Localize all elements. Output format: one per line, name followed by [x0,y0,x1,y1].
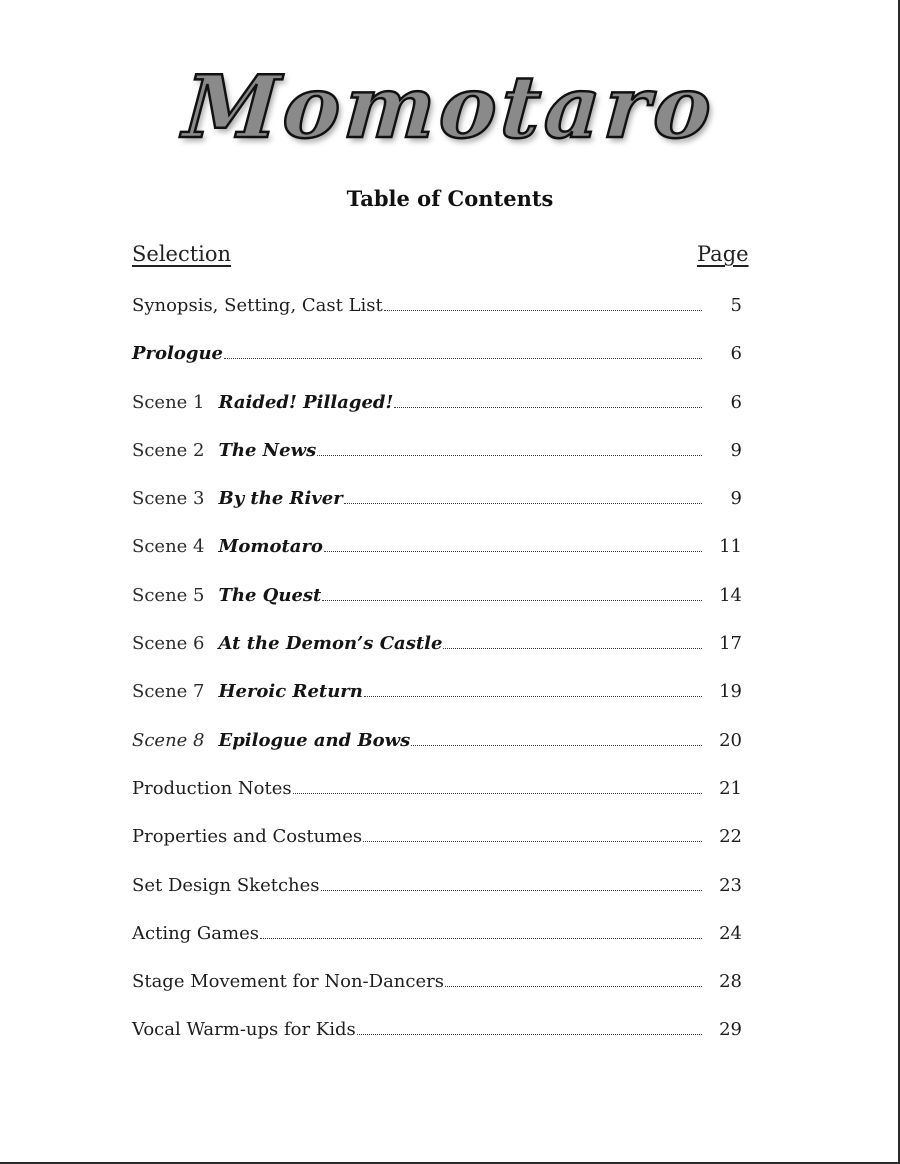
toc-entry-line [132,338,702,370]
page-number: 6 [730,343,742,365]
page-number: 9 [730,439,742,461]
page-number: 9 [730,488,742,510]
toc-entry-title: The Quest [218,584,322,606]
dot-leader [344,502,702,504]
dot-leader [357,1033,702,1035]
scene-number: Scene 5 [132,584,205,606]
toc-entry-line [132,387,702,419]
toc-entry-title: Momotaro [218,536,323,558]
toc-entry-title: Epilogue and Bows [218,729,411,751]
toc-entry-title: Stage Movement for Non-Dancers [132,971,444,993]
page-number: 6 [730,391,742,413]
toc-entry-title: Synopsis, Setting, Cast List [132,295,383,316]
toc-entry-line [132,821,702,853]
dot-leader [322,599,702,601]
toc-entry-line [132,628,702,660]
document-title: Momotaro [180,57,720,158]
toc-entry-title: Production Notes [132,777,292,799]
scene-number: Scene 6 [132,633,205,655]
page-number: 21 [719,777,742,799]
scene-number: Scene 3 [132,488,205,510]
scene-number: Scene 7 [132,681,205,703]
toc-entry-title: Raided! Pillaged! [218,391,394,413]
toc-entry [132,387,742,435]
toc-entry [132,483,742,531]
toc-entry-line [132,290,702,322]
page-number: 5 [730,295,742,316]
toc-entry-title: Properties and Costumes [132,826,363,848]
dot-leader [384,309,702,311]
page-number: 22 [719,826,742,848]
toc-entry-line [132,725,702,757]
toc-entry [132,676,742,724]
toc-entry-line [132,966,702,998]
toc-entry-title: Vocal Warm-ups for Kids [132,1019,356,1041]
toc-entry [132,1014,742,1062]
toc-entry-line [132,870,702,902]
toc-entry-line [132,676,702,708]
dot-leader [445,985,702,987]
dot-leader [293,792,702,794]
toc-entry [132,338,742,386]
toc-entry [132,918,742,966]
scene-number: Scene 8 [132,729,205,751]
dot-leader [363,840,702,842]
page-number: 20 [719,729,742,751]
page-column-header: Page [697,242,749,266]
toc-entry-line [132,773,702,805]
toc-entry-line [132,531,702,563]
toc-entry [132,435,742,483]
dot-leader [364,695,702,697]
toc-entry [132,290,742,338]
dot-leader [411,744,702,746]
toc-entry [132,773,742,821]
page-number: 19 [719,681,742,703]
toc-entry [132,870,742,918]
title-banner [0,58,900,158]
toc-entry-line [132,435,702,467]
toc-heading: Table of Contents [346,186,554,211]
page-number: 28 [719,971,742,993]
toc-entry-title: By the River [218,488,343,510]
toc-entry-line [132,580,702,612]
page-number: 17 [719,633,742,655]
dot-leader [260,937,702,939]
toc-entry [132,725,742,773]
toc-entry-title: The News [218,439,317,461]
dot-leader [324,550,702,552]
page-number: 29 [719,1019,742,1041]
selection-column-header: Selection [132,242,232,266]
scene-number: Scene 2 [132,439,205,461]
page-number: 11 [719,536,742,558]
scene-number: Scene 4 [132,536,205,558]
toc-entry-title: Acting Games [132,922,259,944]
page-number: 24 [719,922,742,944]
dot-leader [394,406,702,408]
toc-entry [132,580,742,628]
toc-entry [132,531,742,579]
toc-entry-title: Prologue [132,343,223,365]
dot-leader [443,647,702,649]
scene-number: Scene 1 [132,391,205,413]
toc-entry-title: Set Design Sketches [132,874,320,896]
page-number: 14 [719,584,742,606]
toc-entry [132,966,742,1014]
dot-leader [224,357,702,359]
toc-entry [132,821,742,869]
toc-entry-line [132,1014,702,1046]
toc-entry-line [132,483,702,515]
toc-list [132,290,742,1063]
toc-entry-title: Heroic Return [218,681,363,703]
dot-leader [321,889,702,891]
dot-leader [317,454,702,456]
toc-entry-line [132,918,702,950]
toc-entry [132,628,742,676]
toc-entry-title: At the Demon’s Castle [218,633,443,655]
page-number: 23 [719,874,742,896]
